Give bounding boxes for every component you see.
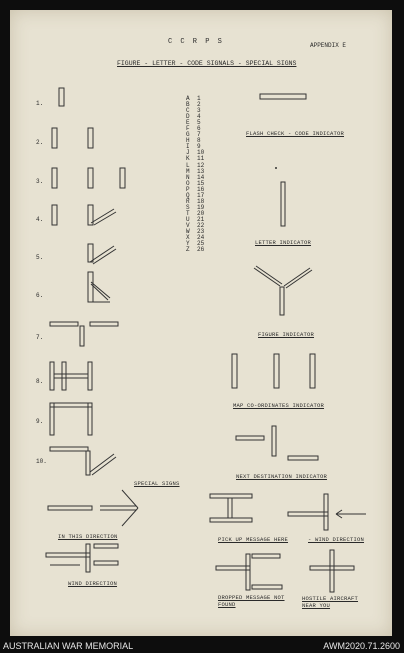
figure-symbol-3 [52,168,125,188]
in-this-direction-symbol [48,490,138,526]
code: 20 [197,209,205,217]
pick-up-message-symbol [210,494,252,522]
letter: Q [186,191,190,199]
row-number: 9. [36,418,44,425]
map-coordinates-caption: MAP CO-ORDINATES INDICATOR [233,402,325,409]
in-this-direction-caption: IN THIS DIRECTION [58,533,118,540]
figure-symbol-4 [52,205,116,225]
dropped-message-symbol [216,554,282,590]
letter: Y [186,240,190,248]
row-number: 4. [36,216,44,223]
row-number: 6. [36,292,44,299]
code: 2 [197,101,201,109]
code: 3 [197,107,201,115]
letter: G [186,131,190,139]
special-signs-heading: SPECIAL SIGNS [134,480,180,487]
code: 25 [197,240,205,248]
code: 12 [197,161,205,169]
map-coordinates-symbol [232,354,315,388]
letter: W [186,228,190,236]
figure-symbol-10 [50,447,116,475]
row-number: 10. [36,458,47,465]
row-number: 1. [36,100,44,107]
document-subtitle: FIGURE - LETTER - CODE SIGNALS - SPECIAL SIGNS [117,60,297,67]
row-number: 7. [36,334,44,341]
letter: V [186,221,190,229]
figure-symbol-7 [50,322,118,346]
code: 8 [197,137,201,145]
letter: K [186,155,190,163]
letter-indicator-caption: LETTER INDICATOR [255,239,312,246]
figure-symbol-9 [50,403,92,435]
footer-accession: AWM2020.71.2600 [323,641,400,651]
letter: E [186,119,190,127]
hostile-aircraft-symbol [310,550,354,592]
figure-symbol-6 [88,272,110,302]
letter: T [186,209,190,217]
code: 7 [197,131,201,139]
code: 16 [197,185,205,193]
code: 5 [197,119,201,127]
flash-check-symbol [260,94,306,99]
wind-direction-symbol [46,544,118,572]
next-destination-symbol [236,426,318,460]
row-number: 3. [36,178,44,185]
letter: R [186,197,190,205]
letter: N [186,173,190,181]
letter: F [186,125,190,133]
row-number: 2. [36,139,44,146]
appendix-label: APPENDIX E [310,42,347,49]
row-number: 5. [36,254,44,261]
figure-symbol-5 [88,244,116,264]
wind-direction-2-caption: - WIND DIRECTION [308,536,365,543]
figure-symbol-8 [50,362,92,390]
code: 13 [197,167,205,175]
letter: Z [186,246,190,254]
letter: S [186,203,190,211]
letter-indicator-symbol [275,167,285,226]
code: 24 [197,234,205,242]
letter: I [186,143,190,151]
letter: J [186,149,190,157]
document-title: C C R P S [168,38,224,46]
code: 6 [197,125,201,133]
letter: A [186,95,190,102]
hostile-aircraft-caption: HOSTILE AIRCRAFT NEAR YOU [302,595,359,609]
letter: L [186,161,190,169]
code: 18 [197,197,205,205]
wind-direction-caption: WIND DIRECTION [68,580,118,587]
letter: C [186,107,190,115]
code: 22 [197,221,205,229]
letter: U [186,215,190,223]
row-number: 8. [36,378,44,385]
letter: X [186,234,190,242]
pick-up-message-caption: PICK UP MESSAGE HERE [218,536,289,543]
figure-symbol-2 [52,128,93,148]
code: 15 [197,179,205,187]
letter: D [186,113,190,121]
flash-check-caption: FLASH CHECK - CODE INDICATOR [246,130,345,137]
letter: P [186,185,190,193]
figure-indicator-caption: FIGURE INDICATOR [258,331,315,338]
footer-bar [0,640,404,653]
code: 21 [197,215,205,223]
wind-direction-2-symbol [288,494,366,530]
code: 10 [197,149,205,157]
figure-indicator-symbol [254,266,312,315]
code: 26 [197,246,205,254]
letter: H [186,137,190,145]
letter: M [186,167,190,175]
document-page [10,10,392,636]
code: 4 [197,113,201,121]
code: 11 [197,155,205,163]
code: 1 [197,95,201,102]
next-destination-caption: NEXT DESTINATION INDICATOR [236,473,328,480]
code: 19 [197,203,205,211]
dropped-message-caption: DROPPED MESSAGE NOT FOUND [218,594,285,608]
code: 9 [197,143,201,151]
letter: B [186,101,190,109]
footer-source: AUSTRALIAN WAR MEMORIAL [3,641,134,651]
figure-symbol-1 [59,88,64,106]
letter: O [186,179,190,187]
code: 23 [197,228,205,236]
code: 14 [197,173,205,181]
code: 17 [197,191,205,199]
